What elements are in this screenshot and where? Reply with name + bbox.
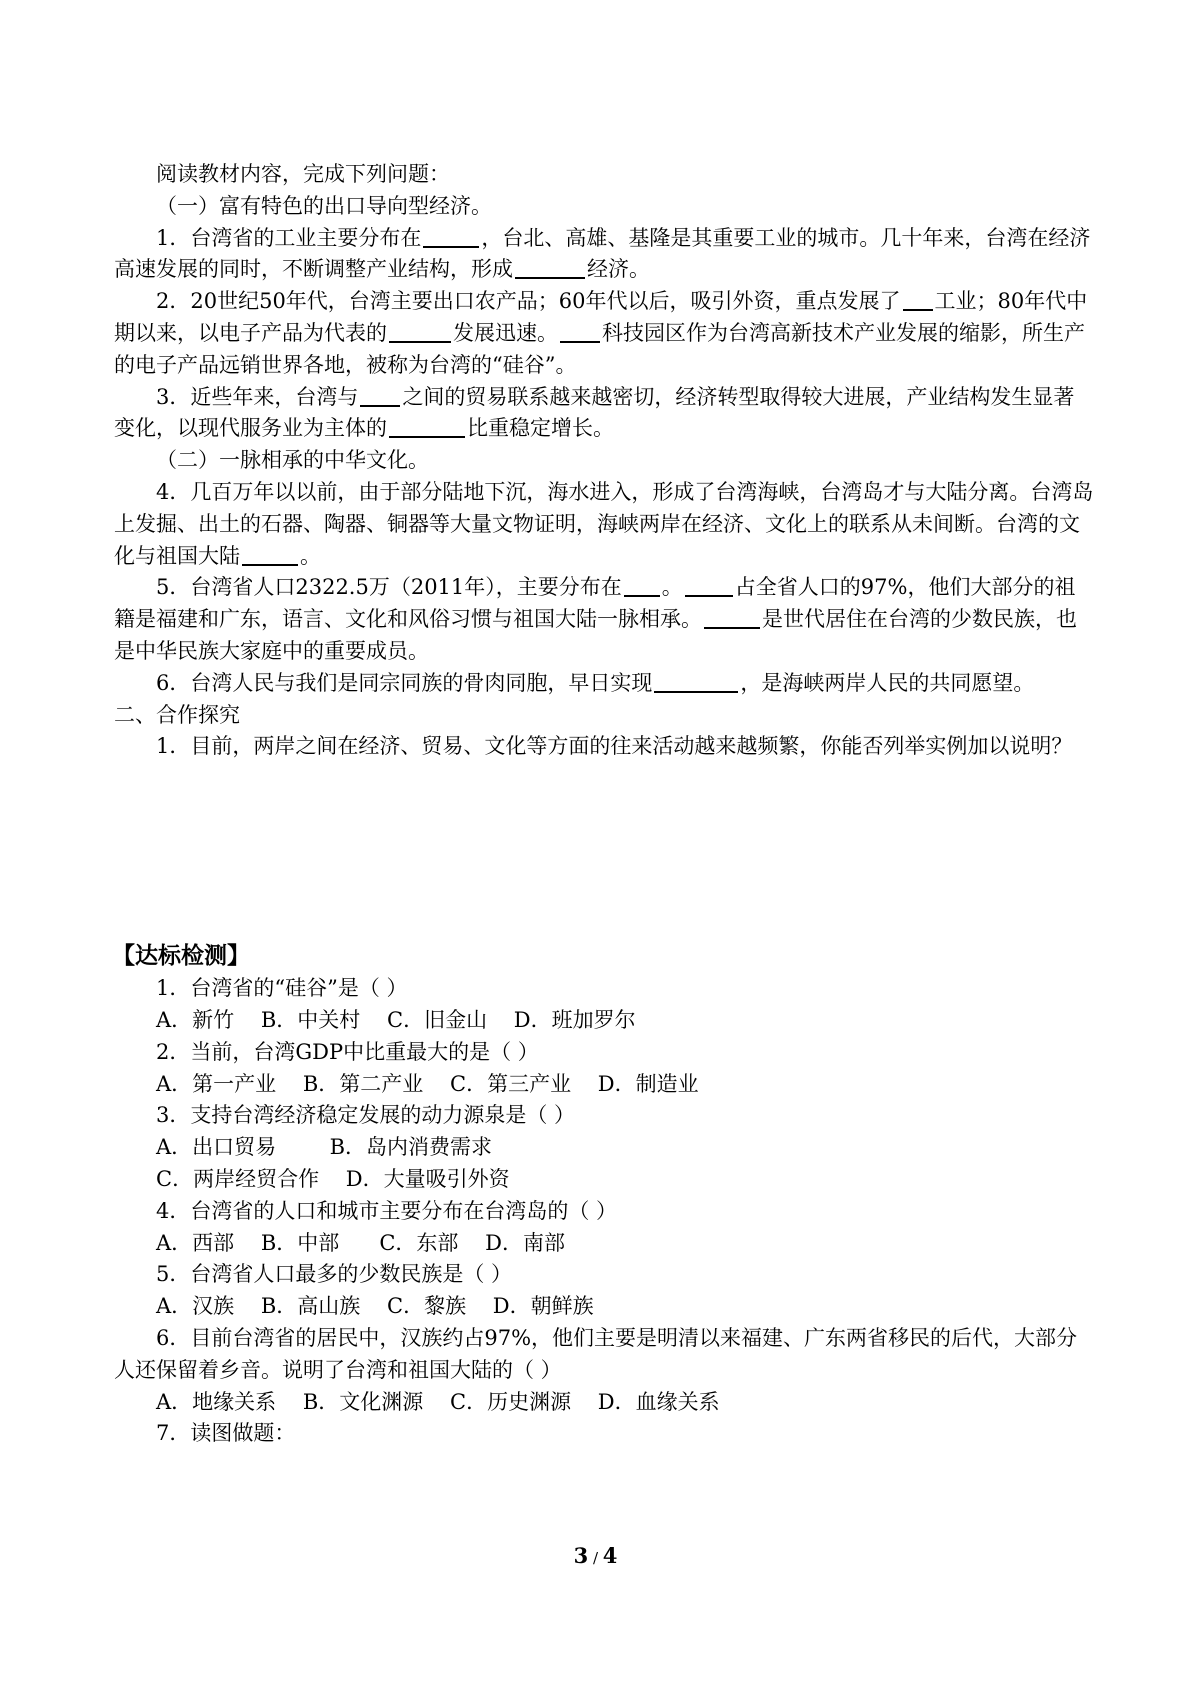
question-3: 3．近些年来，台湾与 之间的贸易联系越来越密切，经济转型取得较大进展，产业结构发生显著变化，以现代服务业为主体的 比重稳定增长。 bbox=[114, 384, 1075, 441]
test-options[interactable]: A．第一产业 B．第二产业 C．第三产业 D．制造业 bbox=[156, 1071, 699, 1096]
question-1: 1．台湾省的工业主要分布在 ，台北、高雄、基隆是其重要工业的城市。几十年来，台湾在经济高速发展的同时，不断调整产业结构，形成 经济。 bbox=[114, 225, 1091, 282]
part1-heading: （一）富有特色的出口导向型经济。 bbox=[156, 193, 492, 218]
test-heading: 【达标检测】 bbox=[112, 943, 250, 970]
test-options[interactable]: C．两岸经贸合作 D．大量吸引外资 bbox=[156, 1166, 510, 1191]
question-5: 5．台湾省人口2322.5万（2011年），主要分布在 。 占全省人口的97%，他们大部分的祖籍是福建和广东，语言、文化和风俗习惯与祖国大陆一脉相承。 是世代居住在台湾的少数民族，也是中华民族大家庭中的重要成员。 bbox=[114, 575, 1077, 663]
page-total: 4 bbox=[602, 1543, 618, 1568]
page-footer bbox=[0, 1543, 1191, 1568]
intro-text: 阅读教材内容，完成下列问题： bbox=[156, 162, 450, 186]
blank[interactable] bbox=[704, 606, 760, 629]
question-4: 4．几百万年以以前，由于部分陆地下沉，海水进入，形成了台湾海峡，台湾岛才与大陆分离。台湾岛上发掘、出土的石器、陶器、铜器等大量文物证明，海峡两岸在经济、文化上的联系从未间断。台湾的文化与祖国大陆 。 bbox=[114, 479, 1094, 568]
page-content bbox=[114, 159, 1094, 1450]
test-question: 1．台湾省的“硅谷”是（ ） bbox=[156, 976, 408, 1001]
question-6: 6．台湾人民与我们是同宗同族的骨肉同胞，早日实现 ，是海峡两岸人民的共同愿望。 bbox=[156, 670, 1035, 695]
blank[interactable] bbox=[242, 543, 298, 566]
blank[interactable] bbox=[515, 256, 585, 279]
coop-question-1: 1．目前，两岸之间在经济、贸易、文化等方面的往来活动越来越频繁，你能否列举实例加以说明？ bbox=[156, 734, 1073, 759]
blank[interactable] bbox=[389, 320, 451, 343]
test-options[interactable]: A．出口贸易 B．岛内消费需求 bbox=[156, 1135, 492, 1160]
blank[interactable] bbox=[389, 415, 465, 438]
test-options[interactable]: A．汉族 B．高山族 C．黎族 D．朝鲜族 bbox=[156, 1294, 594, 1319]
blank[interactable] bbox=[423, 225, 479, 248]
test-question: 7．读图做题： bbox=[156, 1421, 296, 1446]
question-2: 2．20世纪50年代，台湾主要出口农产品；60年代以后，吸引外资，重点发展了 工业；80年代中期以来，以电子产品为代表的 发展迅速。 科技园区作为台湾高新技术产业发展的缩影，所生产的电子产品远销世界各地，被称为台湾的“硅谷”。 bbox=[114, 289, 1088, 377]
answer-space[interactable] bbox=[114, 763, 1094, 939]
blank[interactable] bbox=[685, 574, 733, 597]
test-question: 4．台湾省的人口和城市主要分布在台湾岛的（ ） bbox=[156, 1198, 618, 1223]
blank[interactable] bbox=[560, 320, 600, 343]
page-separator: / bbox=[588, 1549, 603, 1567]
test-question: 3．支持台湾经济稳定发展的动力源泉是（ ） bbox=[156, 1103, 576, 1128]
test-options[interactable]: A．西部 B．中部 C．东部 D．南部 bbox=[156, 1230, 565, 1255]
page-number: 3 bbox=[573, 1543, 589, 1568]
blank[interactable] bbox=[624, 574, 660, 597]
test-question: 5．台湾省人口最多的少数民族是（ ） bbox=[156, 1262, 513, 1287]
section2-heading: 二、合作探究 bbox=[114, 702, 240, 727]
blank[interactable] bbox=[654, 670, 738, 693]
blank[interactable] bbox=[360, 384, 400, 407]
test-question: 2．当前，台湾GDP中比重最大的是（ ） bbox=[156, 1039, 539, 1064]
test-question: 6．目前台湾省的居民中，汉族约占97%，他们主要是明清以来福建、广东两省移民的后代，大部分人还保留着乡音。说明了台湾和祖国大陆的（ ） bbox=[114, 1325, 1078, 1382]
part2-heading: （二）一脉相承的中华文化。 bbox=[156, 448, 429, 473]
test-options[interactable]: A．地缘关系 B．文化渊源 C．历史渊源 D．血缘关系 bbox=[156, 1389, 720, 1414]
blank[interactable] bbox=[903, 288, 933, 311]
test-question-list bbox=[114, 973, 1094, 1450]
test-options[interactable]: A．新竹 B．中关村 C．旧金山 D．班加罗尔 bbox=[156, 1007, 636, 1032]
